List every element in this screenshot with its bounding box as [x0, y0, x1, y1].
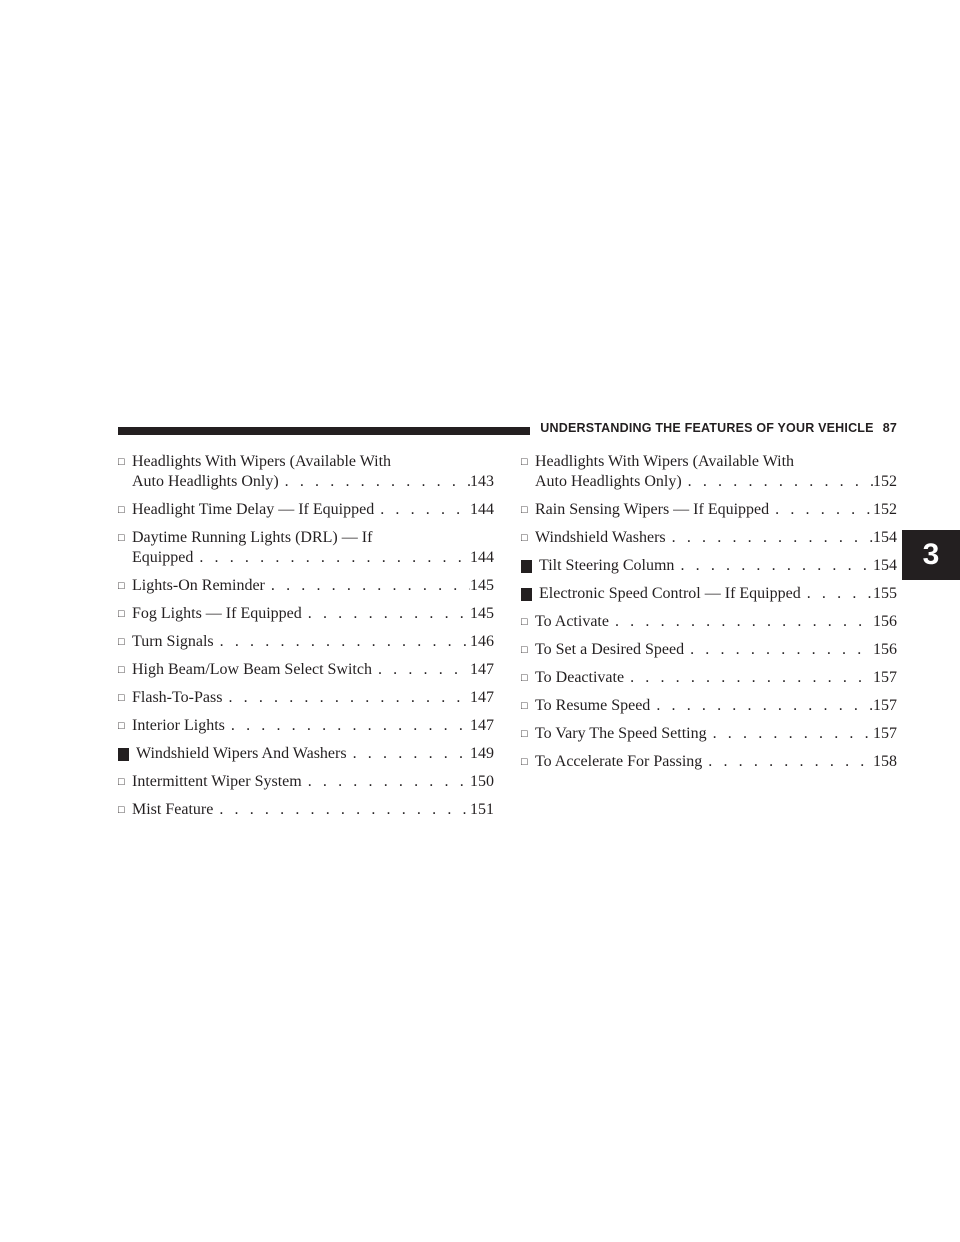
toc-right-column [521, 452, 897, 780]
hollow-square-bullet-icon: □ [521, 644, 528, 656]
toc-entry-page: 144 [470, 501, 494, 518]
hollow-square-bullet-icon: □ [118, 580, 125, 592]
toc-entry-page: 149 [470, 745, 494, 762]
hollow-square-bullet-icon: □ [521, 700, 528, 712]
toc-entry-title: Windshield Wipers And Washers [136, 745, 347, 762]
hollow-square-bullet-icon: □ [521, 456, 528, 468]
toc-entry-title: Lights-On Reminder [132, 577, 265, 594]
toc-entry[interactable] [521, 528, 897, 548]
hollow-square-bullet-icon: □ [118, 504, 125, 516]
toc-entry-page: 156 [873, 613, 897, 630]
toc-entry[interactable] [521, 696, 897, 716]
header-rule [118, 427, 530, 435]
toc-entry-title: Auto Headlights Only) [132, 473, 279, 490]
toc-entry[interactable] [118, 500, 494, 520]
hollow-square-bullet-icon: □ [118, 664, 125, 676]
toc-entry-page: 154 [873, 557, 897, 574]
hollow-square-bullet-icon: □ [521, 756, 528, 768]
toc-entry-title: Tilt Steering Column [539, 557, 675, 574]
dot-leader [707, 724, 873, 744]
dot-leader [666, 528, 873, 548]
toc-entry[interactable] [521, 724, 897, 744]
hollow-square-bullet-icon: □ [118, 456, 125, 468]
dot-leader [193, 548, 470, 568]
toc-entry[interactable] [118, 660, 494, 680]
toc-entry[interactable] [118, 528, 494, 568]
hollow-square-bullet-icon: □ [521, 616, 528, 628]
dot-leader [624, 668, 873, 688]
toc-entry-page: 143 [470, 473, 494, 490]
toc-entry-page: 151 [470, 801, 494, 818]
toc-entry[interactable] [118, 800, 494, 820]
toc-entry[interactable] [521, 556, 897, 576]
toc-entry[interactable] [521, 584, 897, 604]
hollow-square-bullet-icon: □ [118, 636, 125, 648]
toc-entry-title-line: Daytime Running Lights (DRL) — If [132, 529, 373, 546]
toc-entry-page: 158 [873, 753, 897, 770]
toc-entry-page: 157 [873, 725, 897, 742]
toc-entry-title: Auto Headlights Only) [535, 473, 682, 490]
toc-entry-title: Flash-To-Pass [132, 689, 223, 706]
hollow-square-bullet-icon: □ [521, 728, 528, 740]
dot-leader [684, 640, 873, 660]
dot-leader [609, 612, 873, 632]
dot-leader [265, 576, 470, 596]
toc-entry-title: Fog Lights — If Equipped [132, 605, 302, 622]
toc-entry-page: 144 [470, 549, 494, 566]
toc-entry-title: Turn Signals [132, 633, 214, 650]
toc-entry-title: Headlight Time Delay — If Equipped [132, 501, 375, 518]
toc-entry[interactable] [118, 744, 494, 764]
toc-entry[interactable] [521, 612, 897, 632]
toc-entry-title: Electronic Speed Control — If Equipped [539, 585, 801, 602]
chapter-title: UNDERSTANDING THE FEATURES OF YOUR VEHICLE [540, 421, 874, 435]
dot-leader [302, 604, 470, 624]
toc-entry[interactable] [521, 668, 897, 688]
dot-leader [214, 632, 470, 652]
dot-leader [769, 500, 873, 520]
toc-entry-title: Interior Lights [132, 717, 225, 734]
toc-entry[interactable] [118, 716, 494, 736]
toc-entry-page: 152 [873, 473, 897, 490]
toc-entry[interactable] [521, 752, 897, 772]
hollow-square-bullet-icon: □ [118, 608, 125, 620]
toc-entry-page: 146 [470, 633, 494, 650]
dot-leader [682, 472, 873, 492]
toc-entry-title: Intermittent Wiper System [132, 773, 302, 790]
toc-entry-title-line: Headlights With Wipers (Available With [535, 453, 795, 470]
toc-entry-page: 145 [470, 605, 494, 622]
toc-entry[interactable] [521, 452, 897, 492]
toc-entry-page: 147 [470, 689, 494, 706]
toc-entry-page: 157 [873, 697, 897, 714]
dot-leader [702, 752, 873, 772]
hollow-square-bullet-icon: □ [521, 672, 528, 684]
toc-entry-title: To Activate [535, 613, 609, 630]
toc-entry-title: To Resume Speed [535, 697, 651, 714]
dot-leader [374, 500, 470, 520]
toc-entry-page: 145 [470, 577, 494, 594]
toc-entry-title: To Deactivate [535, 669, 625, 686]
toc-left-column [118, 452, 494, 828]
toc-entry[interactable] [118, 604, 494, 624]
toc-entry-title: To Set a Desired Speed [535, 641, 685, 658]
hollow-square-bullet-icon: □ [118, 692, 125, 704]
toc-entry-title: To Accelerate For Passing [535, 753, 703, 770]
square-bullet-icon [521, 588, 532, 601]
toc-entry[interactable] [118, 452, 494, 492]
hollow-square-bullet-icon: □ [521, 504, 528, 516]
toc-entry-page: 147 [470, 717, 494, 734]
toc-entry[interactable] [521, 500, 897, 520]
toc-entry[interactable] [118, 688, 494, 708]
hollow-square-bullet-icon: □ [118, 804, 125, 816]
toc-entry-page: 152 [873, 501, 897, 518]
running-header [537, 421, 897, 435]
toc-entry-title: Equipped [132, 549, 194, 566]
square-bullet-icon [521, 560, 532, 573]
square-bullet-icon [118, 748, 129, 761]
dot-leader [674, 556, 873, 576]
dot-leader [347, 744, 470, 764]
toc-entry[interactable] [521, 640, 897, 660]
toc-entry[interactable] [118, 576, 494, 596]
dot-leader [650, 696, 873, 716]
toc-entry[interactable] [118, 632, 494, 652]
toc-entry-title: To Vary The Speed Setting [535, 725, 707, 742]
dot-leader [225, 716, 470, 736]
dot-leader [213, 800, 470, 820]
dot-leader [302, 772, 470, 792]
toc-entry-title-line: Headlights With Wipers (Available With [132, 453, 392, 470]
toc-entry-page: 154 [873, 529, 897, 546]
hollow-square-bullet-icon: □ [118, 720, 125, 732]
toc-entry[interactable] [118, 772, 494, 792]
toc-entry-title: High Beam/Low Beam Select Switch [132, 661, 372, 678]
toc-entry-title: Rain Sensing Wipers — If Equipped [535, 501, 770, 518]
hollow-square-bullet-icon: □ [118, 532, 125, 544]
section-tab: 3 [902, 530, 960, 580]
hollow-square-bullet-icon: □ [118, 776, 125, 788]
toc-entry-page: 147 [470, 661, 494, 678]
toc-entry-title: Mist Feature [132, 801, 214, 818]
dot-leader [372, 660, 470, 680]
dot-leader [222, 688, 470, 708]
toc-entry-page: 157 [873, 669, 897, 686]
toc-entry-page: 150 [470, 773, 494, 790]
dot-leader [279, 472, 470, 492]
hollow-square-bullet-icon: □ [521, 532, 528, 544]
dot-leader [801, 584, 873, 604]
toc-entry-title: Windshield Washers [535, 529, 666, 546]
toc-entry-page: 156 [873, 641, 897, 658]
page-number: 87 [882, 421, 897, 435]
toc-entry-page: 155 [873, 585, 897, 602]
